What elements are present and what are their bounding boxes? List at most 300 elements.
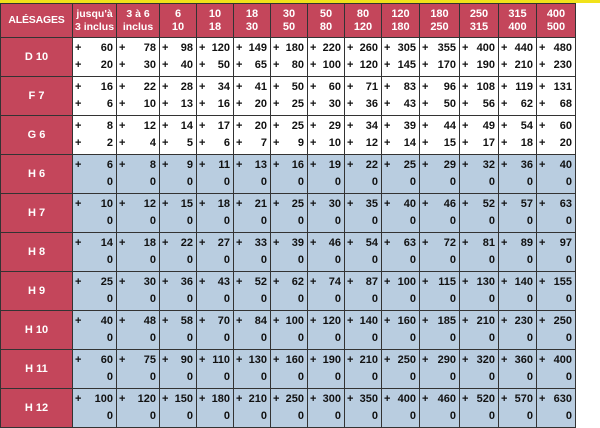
tolerance-cell <box>382 194 420 233</box>
upper-deviation <box>117 352 159 369</box>
deviation-value: 50 <box>443 98 456 110</box>
lower-deviation <box>537 96 575 113</box>
tolerance-cell <box>117 311 160 350</box>
lower-deviation <box>420 135 459 152</box>
deviation-value: 6 <box>106 159 113 171</box>
tolerance-row <box>1 116 576 155</box>
deviation-value: 43 <box>217 276 230 288</box>
deviation-value: 18 <box>217 198 230 210</box>
lower-deviation <box>537 213 575 230</box>
plus-sign: + <box>384 98 391 110</box>
deviation-value: 56 <box>482 98 495 110</box>
deviation-value: 80 <box>291 59 304 71</box>
tolerance-cell <box>308 350 345 389</box>
plus-sign: + <box>539 59 546 71</box>
deviation-value: 0 <box>297 332 304 344</box>
deviation-value: 480 <box>553 42 572 54</box>
plus-sign: + <box>347 354 354 366</box>
upper-deviation <box>420 196 459 213</box>
deviation-value: 0 <box>260 410 267 422</box>
plus-sign: + <box>422 276 429 288</box>
tolerance-cell <box>234 38 271 77</box>
lower-deviation <box>234 408 270 425</box>
upper-deviation <box>271 157 307 174</box>
plus-sign: + <box>119 137 126 149</box>
deviation-value: 65 <box>254 59 267 71</box>
plus-sign: + <box>310 276 317 288</box>
tolerance-cell <box>234 116 271 155</box>
deviation-value: 260 <box>359 42 378 54</box>
tolerance-cell <box>537 155 576 194</box>
deviation-value: 300 <box>322 393 341 405</box>
lower-deviation <box>73 213 116 230</box>
tolerance-cell <box>73 389 117 428</box>
row-label: G 6 <box>1 116 73 155</box>
deviation-value: 75 <box>143 354 156 366</box>
deviation-value: 71 <box>365 81 378 93</box>
tolerance-cell <box>460 116 499 155</box>
deviation-value: 20 <box>100 59 113 71</box>
deviation-value: 40 <box>100 315 113 327</box>
lower-deviation <box>382 291 419 308</box>
lower-deviation <box>460 96 498 113</box>
deviation-value: 30 <box>143 59 156 71</box>
plus-sign: + <box>539 237 546 249</box>
tolerance-cell <box>382 77 420 116</box>
deviation-value: 210 <box>248 393 267 405</box>
deviation-value: 119 <box>515 81 533 93</box>
deviation-value: 520 <box>476 393 495 405</box>
lower-deviation <box>234 135 270 152</box>
deviation-value: 190 <box>476 59 495 71</box>
deviation-value: 108 <box>476 81 495 93</box>
lower-deviation <box>160 96 196 113</box>
deviation-value: 0 <box>106 254 113 266</box>
lower-deviation <box>308 213 344 230</box>
upper-deviation <box>117 79 159 96</box>
plus-sign: + <box>162 59 169 71</box>
deviation-value: 0 <box>449 215 456 227</box>
deviation-value: 0 <box>297 215 304 227</box>
tolerance-cell <box>537 272 576 311</box>
deviation-value: 0 <box>449 332 456 344</box>
upper-deviation <box>308 235 344 252</box>
deviation-value: 20 <box>254 98 267 110</box>
plus-sign: + <box>273 81 280 93</box>
upper-deviation <box>499 235 536 252</box>
deviation-value: 12 <box>143 198 156 210</box>
range-header-line: 30 <box>245 20 259 33</box>
deviation-value: 570 <box>514 393 533 405</box>
tolerance-cell <box>308 389 345 428</box>
upper-deviation <box>460 274 498 291</box>
tolerance-cell <box>537 77 576 116</box>
deviation-value: 25 <box>403 159 416 171</box>
upper-deviation <box>197 40 233 57</box>
deviation-value: 290 <box>437 354 456 366</box>
deviation-value: 18 <box>143 237 156 249</box>
bore-tolerance-table <box>0 3 576 428</box>
upper-deviation <box>117 313 159 330</box>
deviation-value: 170 <box>437 59 456 71</box>
deviation-value: 220 <box>322 42 341 54</box>
lower-deviation <box>499 213 536 230</box>
upper-deviation <box>197 391 233 408</box>
plus-sign: + <box>236 120 243 132</box>
tolerance-cell <box>460 155 499 194</box>
upper-deviation <box>160 118 196 135</box>
tolerance-cell <box>234 77 271 116</box>
upper-deviation <box>160 157 196 174</box>
lower-deviation <box>345 57 381 74</box>
deviation-value: 10 <box>328 137 341 149</box>
plus-sign: + <box>273 237 280 249</box>
deviation-value: 0 <box>371 293 378 305</box>
deviation-value: 0 <box>297 410 304 422</box>
lower-deviation <box>197 408 233 425</box>
deviation-value: 0 <box>409 176 416 188</box>
range-header-line: inclus <box>122 20 154 33</box>
plus-sign: + <box>310 81 317 93</box>
upper-deviation <box>460 235 498 252</box>
plus-sign: + <box>119 276 126 288</box>
upper-deviation <box>160 274 196 291</box>
deviation-value: 25 <box>291 98 304 110</box>
plus-sign: + <box>384 237 391 249</box>
deviation-value: 0 <box>106 293 113 305</box>
upper-deviation <box>420 235 459 252</box>
lower-deviation <box>308 174 344 191</box>
plus-sign: + <box>236 354 243 366</box>
tolerance-cell <box>308 272 345 311</box>
plus-sign: + <box>310 98 317 110</box>
plus-sign: + <box>273 276 280 288</box>
deviation-value: 16 <box>100 81 113 93</box>
plus-sign: + <box>119 198 126 210</box>
upper-deviation <box>271 274 307 291</box>
upper-deviation <box>345 391 381 408</box>
tolerance-cell <box>160 233 197 272</box>
deviation-value: 14 <box>180 120 193 132</box>
upper-deviation <box>345 157 381 174</box>
deviation-value: 30 <box>328 198 341 210</box>
upper-deviation <box>73 274 116 291</box>
upper-deviation <box>197 157 233 174</box>
deviation-value: 48 <box>143 315 156 327</box>
deviation-value: 41 <box>254 81 267 93</box>
deviation-value: 0 <box>371 254 378 266</box>
lower-deviation <box>271 213 307 230</box>
plus-sign: + <box>236 137 243 149</box>
tolerance-cell <box>234 389 271 428</box>
lower-deviation <box>382 57 419 74</box>
lower-deviation <box>460 291 498 308</box>
plus-sign: + <box>236 237 243 249</box>
upper-deviation <box>308 196 344 213</box>
range-header <box>117 4 160 38</box>
deviation-value: 6 <box>106 98 113 110</box>
upper-deviation <box>197 274 233 291</box>
plus-sign: + <box>501 42 508 54</box>
upper-deviation <box>271 391 307 408</box>
plus-sign: + <box>384 137 391 149</box>
deviation-value: 0 <box>297 254 304 266</box>
deviation-value: 131 <box>553 81 572 93</box>
upper-deviation <box>308 352 344 369</box>
deviation-value: 0 <box>186 215 193 227</box>
tolerance-cell <box>73 233 117 272</box>
upper-deviation <box>271 79 307 96</box>
upper-deviation <box>460 40 498 57</box>
lower-deviation <box>420 252 459 269</box>
deviation-value: 0 <box>186 176 193 188</box>
upper-deviation <box>271 352 307 369</box>
plus-sign: + <box>75 315 82 327</box>
plus-sign: + <box>199 159 206 171</box>
plus-sign: + <box>539 81 546 93</box>
tolerance-cell <box>420 77 460 116</box>
lower-deviation <box>271 330 307 347</box>
deviation-value: 7 <box>260 137 267 149</box>
tolerance-row <box>1 77 576 116</box>
upper-deviation <box>73 391 116 408</box>
deviation-value: 0 <box>488 293 495 305</box>
lower-deviation <box>382 135 419 152</box>
upper-deviation <box>499 118 536 135</box>
plus-sign: + <box>539 137 546 149</box>
lower-deviation <box>537 57 575 74</box>
lower-deviation <box>73 408 116 425</box>
range-header-line: 400 <box>508 20 527 33</box>
deviation-value: 0 <box>526 215 533 227</box>
range-header-line: 500 <box>546 20 566 33</box>
deviation-value: 32 <box>482 159 495 171</box>
range-header-line: 10 <box>171 20 185 33</box>
range-header-line: 50 <box>319 7 333 20</box>
deviation-value: 0 <box>149 371 156 383</box>
lower-deviation <box>345 291 381 308</box>
deviation-value: 16 <box>291 159 304 171</box>
deviation-value: 97 <box>559 237 572 249</box>
deviation-value: 9 <box>297 137 304 149</box>
tolerance-cell <box>499 350 537 389</box>
tolerance-cell <box>537 311 576 350</box>
deviation-value: 150 <box>174 393 193 405</box>
plus-sign: + <box>462 98 469 110</box>
upper-deviation <box>460 352 498 369</box>
tolerance-cell <box>537 38 576 77</box>
tolerance-cell <box>460 38 499 77</box>
plus-sign: + <box>199 120 206 132</box>
range-header-line: 18 <box>208 20 222 33</box>
deviation-value: 0 <box>106 332 113 344</box>
plus-sign: + <box>347 198 354 210</box>
tolerance-cell <box>160 272 197 311</box>
deviation-value: 120 <box>211 42 230 54</box>
plus-sign: + <box>422 198 429 210</box>
deviation-value: 36 <box>520 159 533 171</box>
upper-deviation <box>197 235 233 252</box>
tolerance-cell <box>234 272 271 311</box>
plus-sign: + <box>199 42 206 54</box>
tolerance-cell <box>117 272 160 311</box>
lower-deviation <box>382 213 419 230</box>
tolerance-cell <box>160 38 197 77</box>
plus-sign: + <box>162 42 169 54</box>
plus-sign: + <box>422 42 429 54</box>
deviation-value: 0 <box>223 410 230 422</box>
tolerance-cell <box>537 116 576 155</box>
tolerance-cell <box>345 194 382 233</box>
lower-deviation <box>160 57 196 74</box>
lower-deviation <box>499 96 536 113</box>
tolerance-cell <box>308 155 345 194</box>
upper-deviation <box>537 40 575 57</box>
lower-deviation <box>460 408 498 425</box>
deviation-value: 0 <box>449 371 456 383</box>
tolerance-cell <box>197 311 234 350</box>
deviation-value: 230 <box>553 59 572 71</box>
plus-sign: + <box>119 42 126 54</box>
deviation-value: 185 <box>437 315 456 327</box>
plus-sign: + <box>539 98 546 110</box>
tolerance-cell <box>160 389 197 428</box>
lower-deviation <box>197 369 233 386</box>
tolerance-cell <box>73 272 117 311</box>
tolerance-cell <box>160 155 197 194</box>
upper-deviation <box>234 118 270 135</box>
upper-deviation <box>537 196 575 213</box>
upper-deviation <box>234 235 270 252</box>
plus-sign: + <box>422 137 429 149</box>
deviation-value: 400 <box>476 42 495 54</box>
lower-deviation <box>345 135 381 152</box>
upper-deviation <box>308 40 344 57</box>
deviation-value: 0 <box>371 332 378 344</box>
plus-sign: + <box>119 315 126 327</box>
deviation-value: 0 <box>297 176 304 188</box>
tolerance-cell <box>197 389 234 428</box>
plus-sign: + <box>75 354 82 366</box>
row-label: D 10 <box>1 38 73 77</box>
tolerance-cell <box>382 389 420 428</box>
deviation-value: 0 <box>409 215 416 227</box>
tolerance-cell <box>117 38 160 77</box>
plus-sign: + <box>236 59 243 71</box>
deviation-value: 400 <box>553 354 572 366</box>
upper-deviation <box>160 79 196 96</box>
tolerance-cell <box>499 194 537 233</box>
plus-sign: + <box>75 137 82 149</box>
tolerance-cell <box>308 116 345 155</box>
deviation-value: 28 <box>180 81 193 93</box>
tolerance-cell <box>345 389 382 428</box>
lower-deviation <box>160 330 196 347</box>
upper-deviation <box>308 118 344 135</box>
lower-deviation <box>73 252 116 269</box>
tolerance-cell <box>271 194 308 233</box>
tolerance-row <box>1 38 576 77</box>
lower-deviation <box>499 330 536 347</box>
lower-deviation <box>308 369 344 386</box>
range-header-line: 3 à 6 <box>126 7 150 20</box>
deviation-value: 0 <box>223 371 230 383</box>
tolerance-cell <box>420 155 460 194</box>
lower-deviation <box>345 330 381 347</box>
plus-sign: + <box>199 237 206 249</box>
deviation-value: 0 <box>149 332 156 344</box>
upper-deviation <box>271 313 307 330</box>
upper-deviation <box>160 235 196 252</box>
upper-deviation <box>73 40 116 57</box>
deviation-value: 0 <box>260 176 267 188</box>
lower-deviation <box>197 57 233 74</box>
plus-sign: + <box>347 98 354 110</box>
deviation-value: 62 <box>520 98 533 110</box>
upper-deviation <box>420 79 459 96</box>
lower-deviation <box>234 96 270 113</box>
plus-sign: + <box>75 237 82 249</box>
tolerance-cell <box>537 350 576 389</box>
upper-deviation <box>382 118 419 135</box>
upper-deviation <box>117 235 159 252</box>
tolerance-cell <box>117 116 160 155</box>
lower-deviation <box>73 291 116 308</box>
deviation-value: 0 <box>186 254 193 266</box>
plus-sign: + <box>539 276 546 288</box>
upper-deviation <box>308 313 344 330</box>
lower-deviation <box>160 213 196 230</box>
plus-sign: + <box>422 59 429 71</box>
lower-deviation <box>499 135 536 152</box>
range-header-line: 180 <box>430 7 449 20</box>
deviation-value: 0 <box>409 254 416 266</box>
range-header-line: 18 <box>245 7 259 20</box>
plus-sign: + <box>462 237 469 249</box>
deviation-value: 22 <box>180 237 193 249</box>
upper-deviation <box>117 157 159 174</box>
tolerance-cell <box>382 155 420 194</box>
row-label: H 10 <box>1 311 73 350</box>
upper-deviation <box>420 274 459 291</box>
upper-deviation <box>537 274 575 291</box>
upper-deviation <box>73 196 116 213</box>
range-header <box>460 4 499 38</box>
lower-deviation <box>160 135 196 152</box>
upper-deviation <box>499 352 536 369</box>
plus-sign: + <box>162 198 169 210</box>
lower-deviation <box>117 96 159 113</box>
lower-deviation <box>117 213 159 230</box>
lower-deviation <box>234 174 270 191</box>
lower-deviation <box>73 135 116 152</box>
upper-deviation <box>308 391 344 408</box>
deviation-value: 11 <box>218 159 230 171</box>
plus-sign: + <box>501 198 508 210</box>
deviation-value: 25 <box>291 198 304 210</box>
lower-deviation <box>460 135 498 152</box>
upper-deviation <box>345 352 381 369</box>
tolerance-row <box>1 194 576 233</box>
tolerance-cell <box>73 38 117 77</box>
tolerance-cell <box>234 194 271 233</box>
lower-deviation <box>197 213 233 230</box>
deviation-value: 0 <box>371 371 378 383</box>
deviation-value: 155 <box>553 276 572 288</box>
lower-deviation <box>345 369 381 386</box>
upper-deviation <box>308 157 344 174</box>
row-label: H 6 <box>1 155 73 194</box>
